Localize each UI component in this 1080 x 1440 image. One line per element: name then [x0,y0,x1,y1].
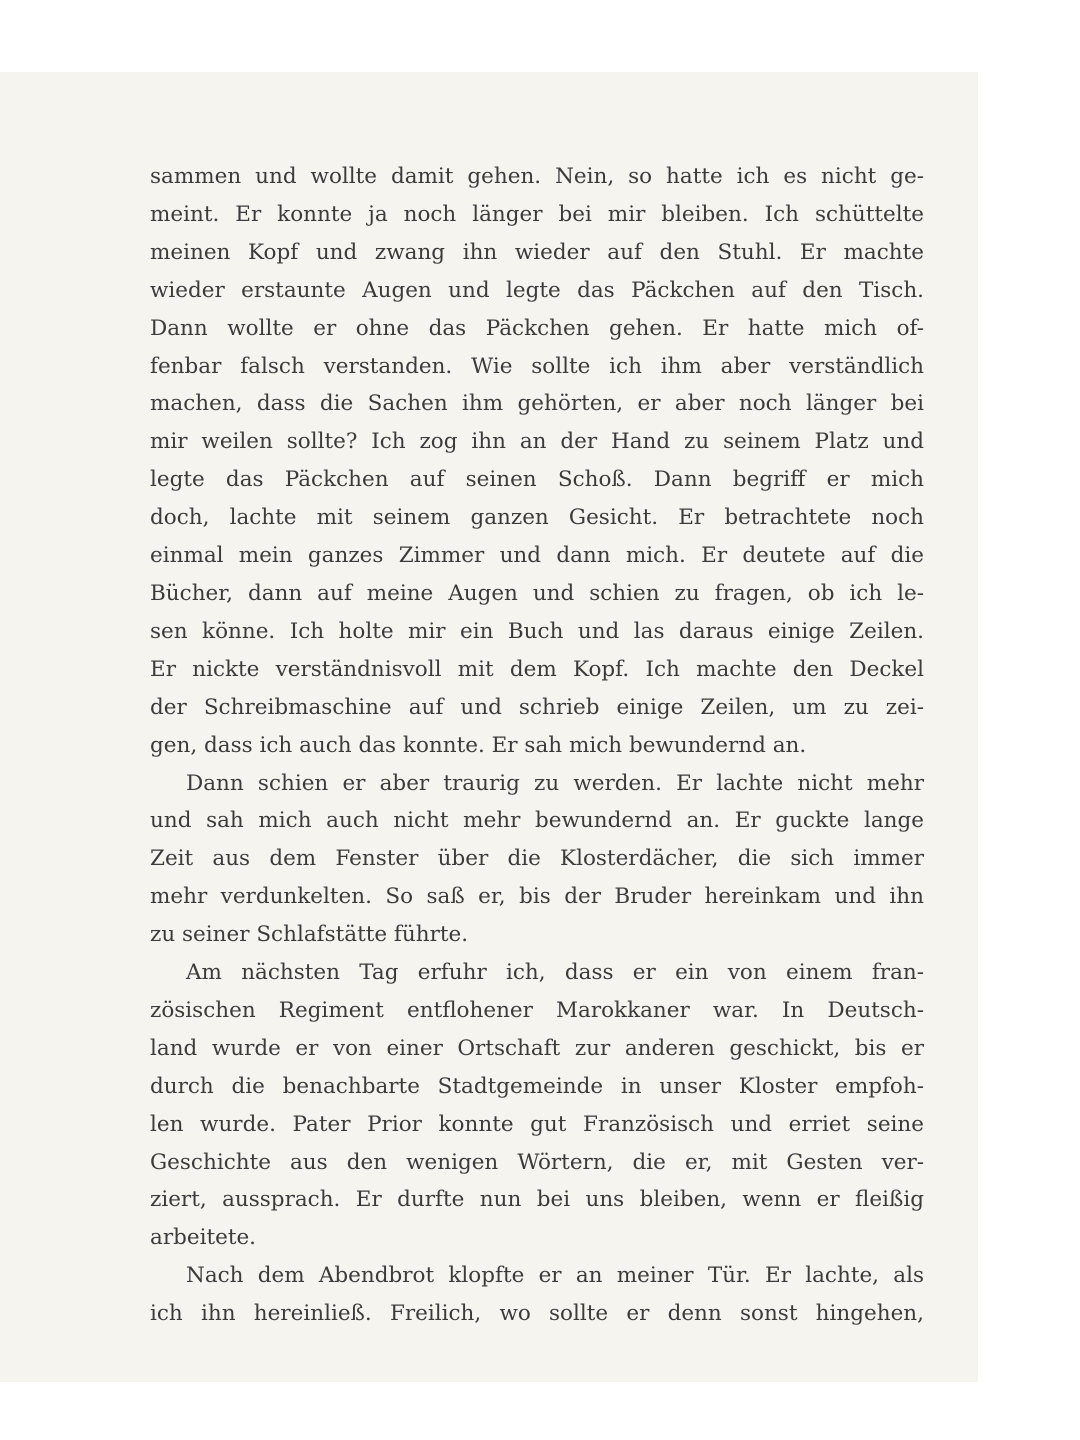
text-line: Bücher, dann auf meine Augen und schien zu fragen, ob ich le- [150,580,924,606]
text-line: arbeitete. [150,1225,257,1251]
text-line: Nach dem Abendbrot klopfte er an meiner Tür. Er lachte, als [186,1263,924,1289]
text-line: doch, lachte mit seinem ganzen Gesicht. Er betrachtete noch [150,505,924,531]
text-line: Dann schien er aber traurig zu werden. Er lachte nicht mehr [186,770,924,796]
text-line: zu seiner Schlafstätte führte. [150,922,469,948]
text-line: land wurde er von einer Ortschaft zur anderen geschickt, bis er [150,1035,924,1061]
text-line: legte das Päckchen auf seinen Schoß. Dann begriff er mich [150,467,924,493]
paragraph [150,1257,924,1333]
book-page [0,72,978,1382]
text-line: Er nickte verständnisvoll mit dem Kopf. Ich machte den Deckel [150,656,924,682]
text-line: sammen und wollte damit gehen. Nein, so hatte ich es nicht ge- [150,164,924,189]
text-line: ich ihn hereinließ. Freilich, wo sollte er denn sonst hingehen, [150,1301,924,1327]
text-line: sen könne. Ich holte mir ein Buch und las daraus einige Zeilen. [150,618,924,644]
text-line: der Schreibmaschine auf und schrieb einige Zeilen, um zu zei- [150,694,924,720]
text-line: ziert, aussprach. Er durfte nun bei uns bleiben, wenn er fleißig [150,1187,924,1213]
text-line: Geschichte aus den wenigen Wörtern, die er, mit Gesten ver- [150,1149,924,1175]
text-line: Zeit aus dem Fenster über die Klosterdächer, die sich immer [150,846,924,872]
text-line: gen, dass ich auch das konnte. Er sah mich bewundernd an. [150,732,807,758]
text-line: meinen Kopf und zwang ihn wieder auf den Stuhl. Er machte [150,239,924,265]
paragraph [150,765,924,955]
text-line: mir weilen sollte? Ich zog ihn an der Hand zu seinem Platz und [150,429,924,455]
paragraph [150,954,924,1257]
text-line: und sah mich auch nicht mehr bewundernd an. Er guckte lange [150,808,924,834]
text-line: wieder erstaunte Augen und legte das Päckchen auf den Tisch. [150,277,924,303]
text-line: Am nächsten Tag erfuhr ich, dass er ein von einem fran- [186,960,924,986]
text-line: mehr verdunkelten. So saß er, bis der Bruder hereinkam und ihn [150,884,924,910]
text-line: einmal mein ganzes Zimmer und dann mich. Er deutete auf die [150,543,924,569]
text-line: len wurde. Pater Prior konnte gut Französisch und erriet seine [150,1111,924,1137]
body-text [150,158,924,1333]
text-line: fenbar falsch verstanden. Wie sollte ich ihm aber verständlich [150,353,924,379]
text-line: Dann wollte er ohne das Päckchen gehen. Er hatte mich of- [150,315,924,341]
text-line: meint. Er konnte ja noch länger bei mir bleiben. Ich schüttelte [150,201,924,227]
text-line: durch die benachbarte Stadtgemeinde in unser Kloster empfoh- [150,1073,924,1099]
paragraph [150,158,924,765]
text-line: machen, dass die Sachen ihm gehörten, er aber noch länger bei [150,391,924,417]
text-line: zösischen Regiment entflohener Marokkaner war. In Deutsch- [150,997,924,1023]
